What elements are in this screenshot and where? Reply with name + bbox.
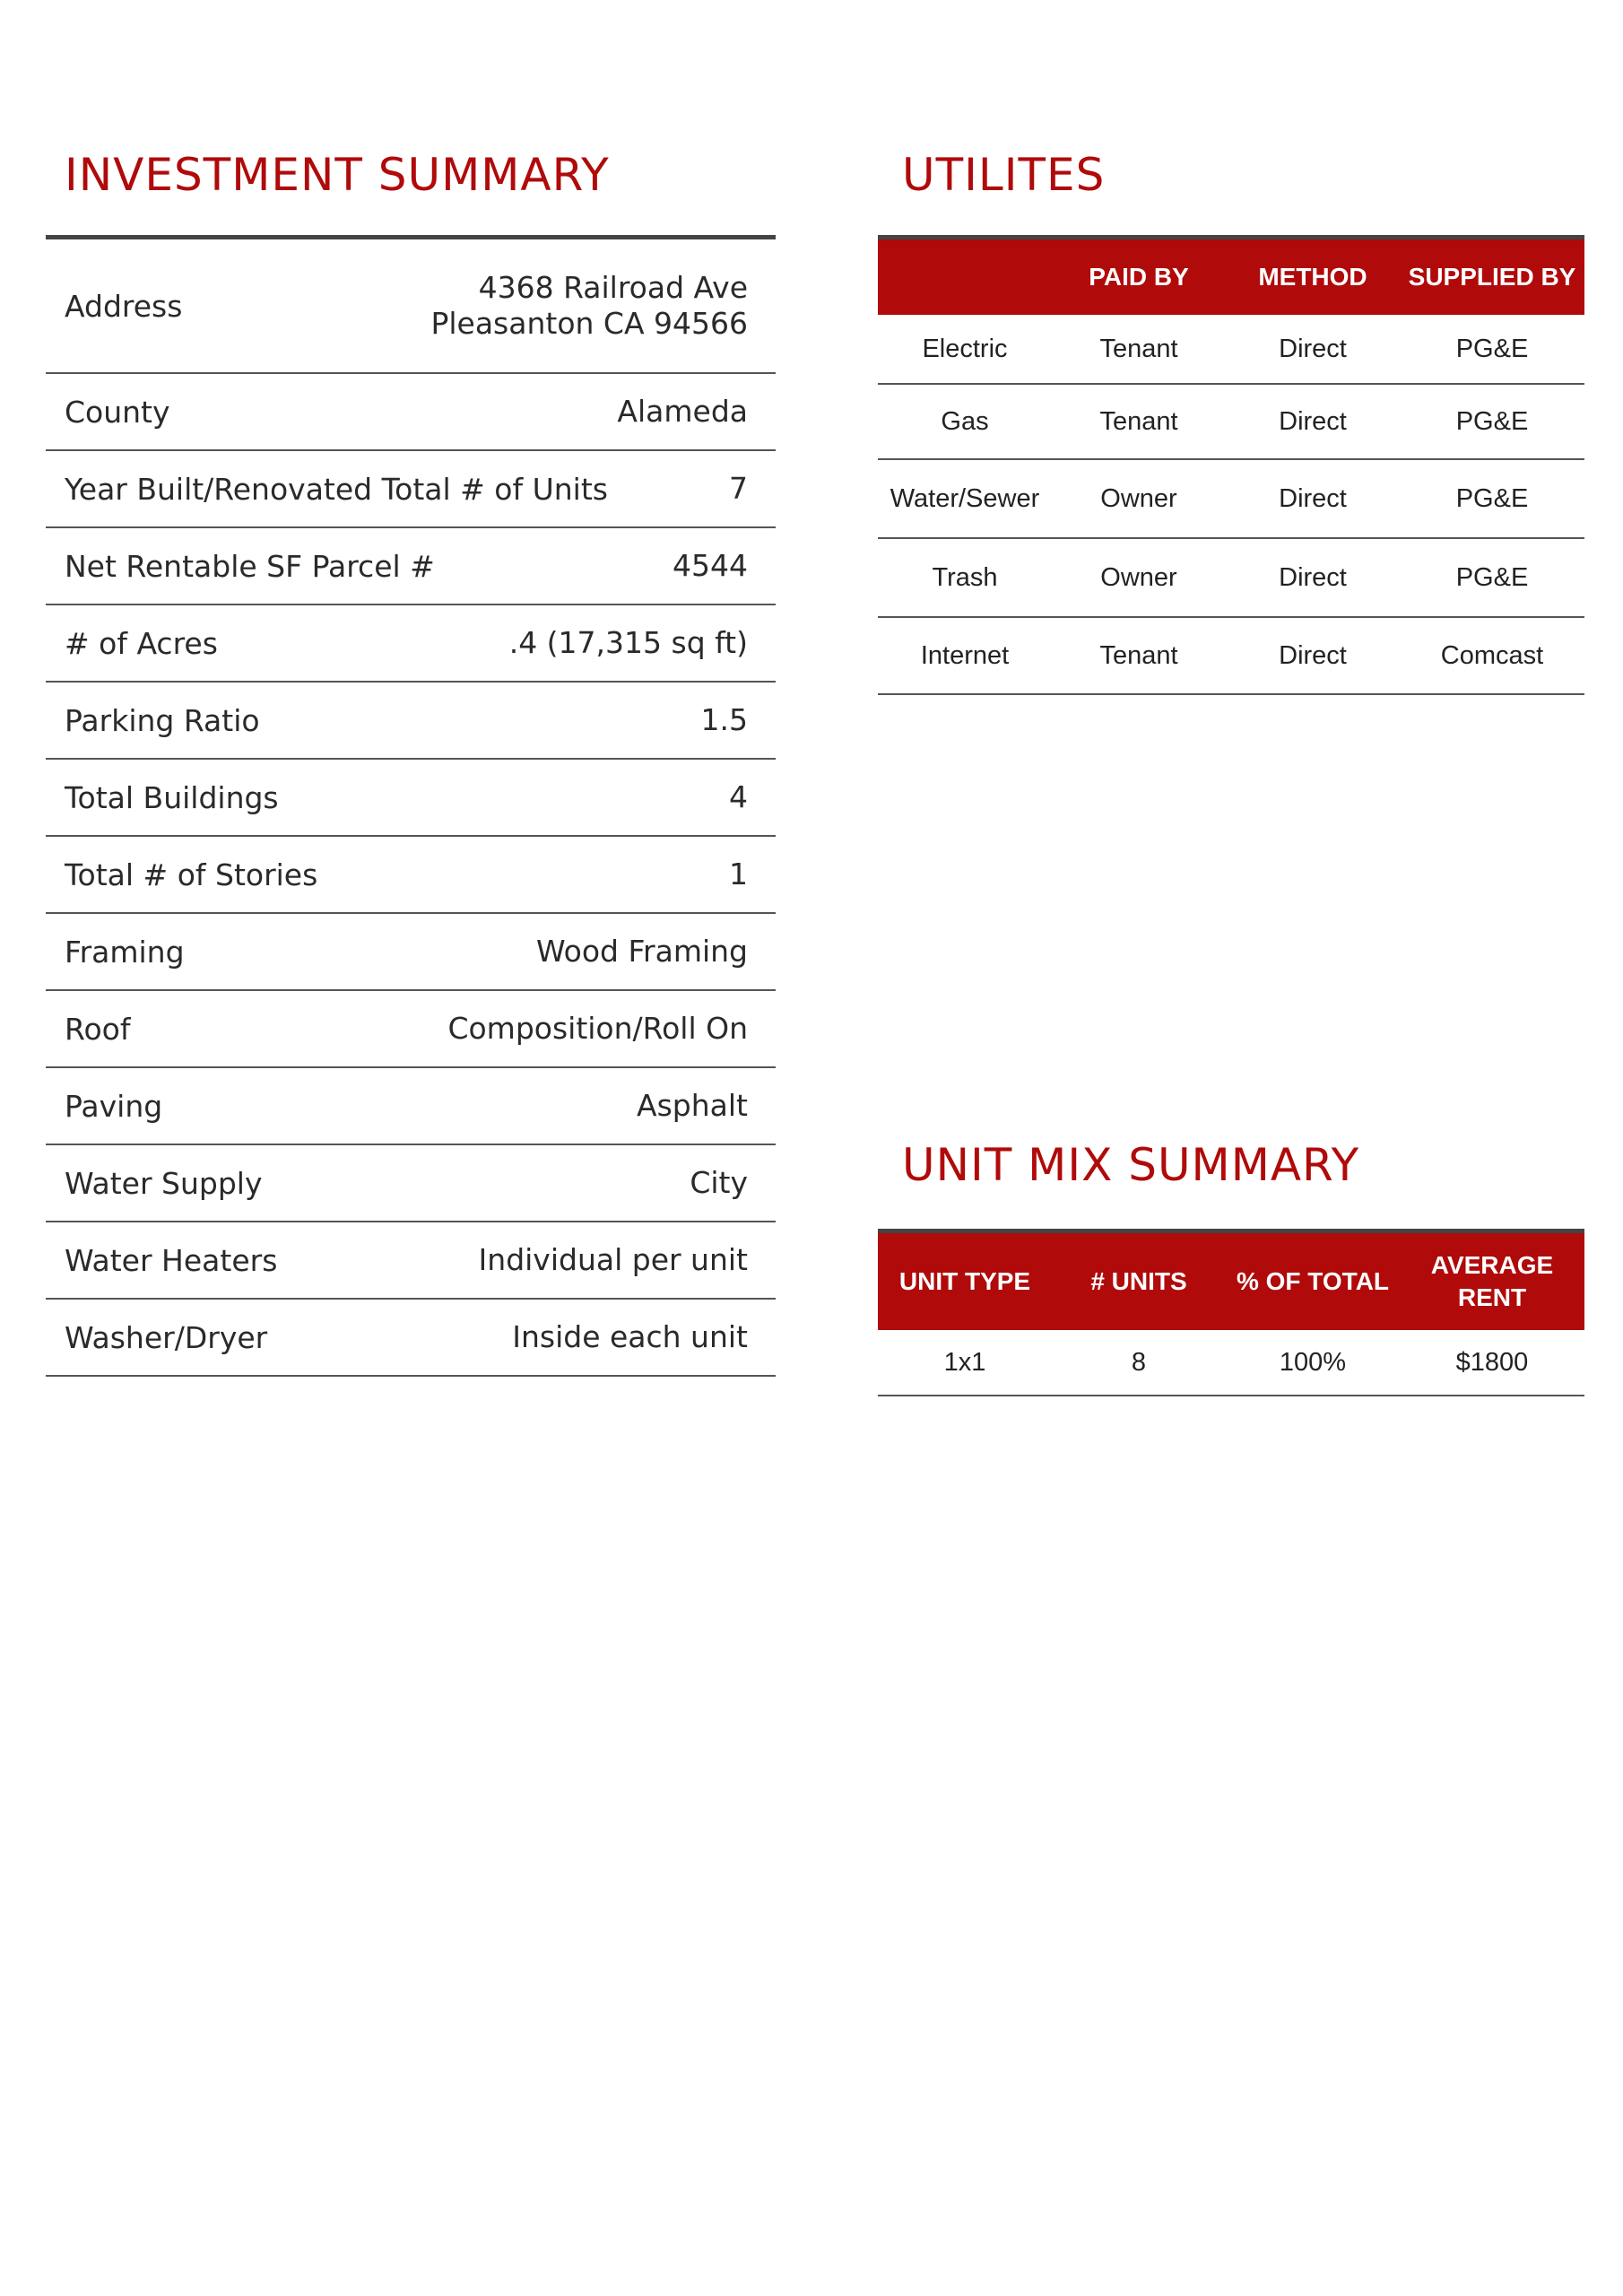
table-row xyxy=(46,1300,776,1377)
table-row xyxy=(878,1330,1584,1396)
row-value: City xyxy=(690,1165,748,1200)
table-row xyxy=(46,991,776,1068)
table-row xyxy=(878,539,1584,618)
utilities-table xyxy=(878,235,1584,695)
row-value: Asphalt xyxy=(637,1088,748,1123)
table-row xyxy=(878,315,1584,385)
row-value: Inside each unit xyxy=(512,1319,748,1354)
table-cell: Direct xyxy=(1279,483,1347,513)
table-row xyxy=(46,1068,776,1145)
row-value: 7 xyxy=(729,471,748,506)
table-cell: PG&E xyxy=(1455,334,1529,363)
table-cell: Internet xyxy=(920,640,1010,670)
table-row xyxy=(46,837,776,914)
row-label: County xyxy=(65,394,170,430)
row-label: Total # of Stories xyxy=(65,857,318,892)
header-cell: AVERAGE RENT xyxy=(1430,1251,1554,1311)
table-row xyxy=(46,683,776,760)
row-label: Washer/Dryer xyxy=(65,1319,268,1355)
row-value: Alameda xyxy=(617,394,748,429)
table-cell: $1800 xyxy=(1455,1347,1529,1377)
table-cell: Owner xyxy=(1100,483,1177,513)
row-label: Year Built/Renovated Total # of Units xyxy=(65,471,608,507)
table-cell: Electric xyxy=(922,334,1008,363)
row-label: Water Heaters xyxy=(65,1242,278,1278)
table-row xyxy=(46,605,776,683)
table-row xyxy=(46,374,776,451)
row-value: 1.5 xyxy=(700,702,748,737)
table-cell: PG&E xyxy=(1455,483,1529,513)
table-cell: Comcast xyxy=(1440,640,1544,670)
table-cell: Trash xyxy=(932,562,998,592)
address-line-2: Pleasanton CA 94566 xyxy=(430,306,748,341)
row-value: 4544 xyxy=(673,548,748,583)
header-cell: SUPPLIED BY xyxy=(1408,263,1576,291)
row-value: Composition/Roll On xyxy=(447,1011,748,1046)
table-cell: Tenant xyxy=(1099,640,1178,670)
row-value: 4 xyxy=(729,779,748,814)
row-label: Paving xyxy=(65,1088,163,1124)
table-cell: Direct xyxy=(1279,640,1347,670)
table-row xyxy=(878,385,1584,460)
header-cell: METHOD xyxy=(1258,263,1367,291)
row-label: Water Supply xyxy=(65,1165,263,1201)
row-value: 1 xyxy=(729,857,748,891)
investment-summary-title: INVESTMENT SUMMARY xyxy=(65,149,610,201)
investment-summary-table xyxy=(46,235,776,1377)
row-label: Roof xyxy=(65,1011,131,1047)
table-cell: 1x1 xyxy=(943,1347,986,1377)
table-cell: PG&E xyxy=(1455,406,1529,436)
row-label: Net Rentable SF Parcel # xyxy=(65,548,435,584)
row-value: Wood Framing xyxy=(535,934,748,969)
table-cell: Direct xyxy=(1279,562,1347,592)
table-cell: Tenant xyxy=(1099,334,1178,363)
header-cell: UNIT TYPE xyxy=(898,1267,1031,1295)
table-cell: Direct xyxy=(1279,334,1347,363)
table-cell: 8 xyxy=(1131,1347,1147,1377)
table-cell: 100% xyxy=(1279,1347,1347,1377)
row-value: Individual per unit xyxy=(478,1242,748,1277)
table-cell: Tenant xyxy=(1099,406,1178,436)
table-cell: PG&E xyxy=(1455,562,1529,592)
table-row xyxy=(46,914,776,991)
table-row xyxy=(878,618,1584,695)
table-cell: Water/Sewer xyxy=(890,483,1040,513)
row-value: .4 (17,315 sq ft) xyxy=(508,625,748,660)
table-header xyxy=(878,1233,1584,1330)
table-header xyxy=(878,239,1584,315)
table-row xyxy=(46,1222,776,1300)
unit-mix-summary-title: UNIT MIX SUMMARY xyxy=(902,1139,1360,1191)
row-label: Address xyxy=(65,288,183,324)
table-row xyxy=(46,760,776,837)
row-label: Parking Ratio xyxy=(65,702,260,738)
header-cell: # UNITS xyxy=(1090,1267,1187,1295)
table-cell: Gas xyxy=(941,406,989,436)
header-cell: PAID BY xyxy=(1089,263,1189,291)
unit-mix-table xyxy=(878,1229,1584,1396)
row-label: Framing xyxy=(65,934,185,970)
row-label: # of Acres xyxy=(65,625,218,661)
table-cell: Owner xyxy=(1100,562,1177,592)
table-row xyxy=(878,460,1584,539)
table-cell: Direct xyxy=(1279,406,1347,436)
table-row xyxy=(46,451,776,528)
utilities-title: UTILITES xyxy=(902,149,1106,201)
header-cell: % OF TOTAL xyxy=(1236,1267,1390,1295)
table-row xyxy=(46,1145,776,1222)
table-row xyxy=(46,528,776,605)
address-line-1: 4368 Railroad Ave xyxy=(478,270,748,305)
row-label: Total Buildings xyxy=(65,779,279,815)
row-value xyxy=(430,270,748,342)
table-row xyxy=(46,239,776,374)
